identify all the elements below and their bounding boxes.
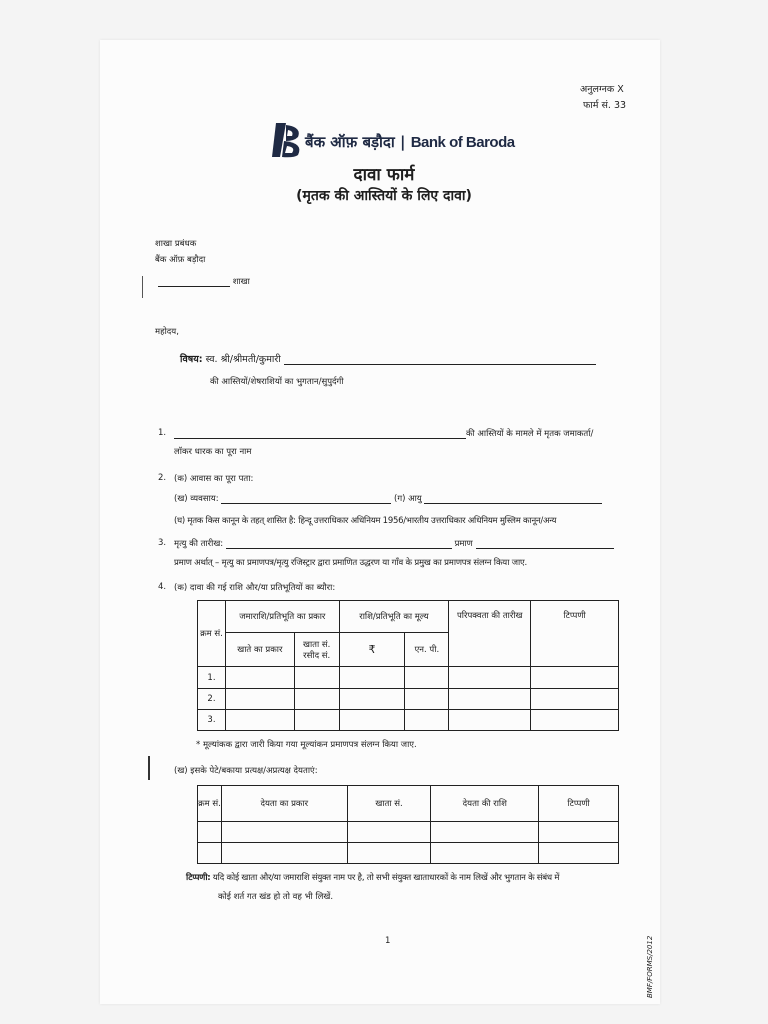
age-label: (ग) आयु (394, 494, 422, 504)
governing-law: (घ) मृतक किस कानून के तहत् शासित है: हिन्दू उत्तराधिकार अधिनियम 1956/भारतीय उत्तराधिकार अधिनियम मुस्लिम कानून/अन्य (174, 516, 557, 526)
claim-col-maturity: परिपक्वता की तारीख (449, 601, 531, 667)
subject-label: विषय: (180, 354, 203, 365)
form-number: फार्म सं. 33 (583, 100, 627, 111)
page-number: 1 (385, 936, 391, 946)
form-title: दावा फार्म (353, 165, 415, 185)
claim-col-account-type: खाते का प्रकार (225, 633, 294, 667)
joint-account-note (186, 872, 559, 883)
table-cell[interactable] (449, 709, 531, 730)
table-cell[interactable] (294, 688, 339, 709)
liab-col-remarks: टिप्पणी (539, 786, 619, 822)
logo-separator: | (400, 133, 406, 151)
occupation-row (174, 493, 602, 504)
bank-logo-icon (272, 121, 304, 159)
logo-hindi: बैंक ऑफ़ बड़ौदा (305, 133, 395, 151)
row-number: 1. (198, 667, 226, 688)
depositor-name-field[interactable] (174, 438, 466, 439)
death-date-field[interactable] (226, 548, 452, 549)
liabilities-table (197, 785, 619, 864)
item1-suffix: की आस्तियों के मामले में मृतक जमाकर्ता/ (466, 429, 594, 439)
death-date-label: मृत्यु की तारीख: (174, 539, 224, 549)
subject-prefix: स्व. श्री/श्रीमती/कुमारी (205, 354, 281, 365)
table-cell[interactable] (531, 688, 619, 709)
table-cell[interactable] (198, 843, 222, 864)
occupation-field[interactable] (221, 503, 391, 504)
claim-col-deposit-type: जमाराशि/प्रतिभूति का प्रकार (225, 601, 339, 633)
table-row (198, 822, 619, 843)
table-cell[interactable] (225, 709, 294, 730)
table-cell[interactable] (294, 709, 339, 730)
note-label: टिप्पणी: (186, 873, 211, 883)
liab-col-account-no: खाता सं. (347, 786, 431, 822)
table-cell[interactable] (405, 688, 449, 709)
subject-row (180, 352, 596, 365)
table-cell[interactable] (431, 843, 539, 864)
table-cell[interactable] (198, 822, 222, 843)
subject-line2: की आस्तियों/शेषराशियों का भुगतान/सुपुर्दगी (210, 377, 344, 387)
table-cell[interactable] (221, 822, 347, 843)
table-cell[interactable] (339, 709, 405, 730)
note-text-1: यदि कोई खाता और/या जमाराशि संयुक्त नाम पर है, तो सभी संयुक्त खाताधारकों के नाम लिखें और भुगतान के संबंध में (212, 873, 560, 883)
table-cell[interactable] (347, 843, 431, 864)
branch-row (158, 276, 250, 287)
item4-number: 4. (158, 582, 167, 592)
proof-label: प्रमाण (454, 539, 473, 549)
claim-col-value: राशि/प्रतिभूति का मूल्य (339, 601, 449, 633)
claim-table (197, 600, 619, 731)
table-cell[interactable] (294, 667, 339, 688)
item1-row (174, 428, 593, 439)
table-row (198, 667, 619, 688)
deceased-name-field[interactable] (284, 364, 596, 365)
table-cell[interactable] (405, 709, 449, 730)
note-text-2: कोई शर्त गत खंड हो तो वह भी लिखें. (218, 892, 334, 902)
liabilities-label: (ख) इसके पेटे/बकाया प्रत्यक्ष/अप्रत्यक्ष देयताएं: (174, 766, 318, 776)
table-cell[interactable] (449, 667, 531, 688)
item1-number: 1. (158, 428, 167, 438)
row-number: 2. (198, 688, 226, 709)
liab-col-type: देयता का प्रकार (221, 786, 347, 822)
liab-col-amount: देयता की राशि (431, 786, 539, 822)
table-cell[interactable] (225, 688, 294, 709)
address-manager: शाखा प्रबंधक (155, 239, 197, 249)
valuation-footnote: * मूल्यांकक द्वारा जारी किया गया मूल्यांकन प्रमाणपत्र संलग्न किया जाए. (196, 740, 417, 750)
proof-note: प्रमाण अर्थात् – मृत्यु का प्रमाणपत्र/मृत्यु रजिस्ट्रार द्वारा प्रमाणित उद्धरण या गाँव के प्रमुख का प्रमाणपत्र संलग्न किया जाए. (174, 558, 528, 568)
claim-col-remarks: टिप्पणी (531, 601, 619, 667)
table-cell[interactable] (449, 688, 531, 709)
death-date-row (174, 538, 614, 549)
address-label: (क) आवास का पूरा पता: (174, 474, 254, 484)
table-row (198, 709, 619, 730)
proof-field[interactable] (476, 548, 614, 549)
table-row (198, 688, 619, 709)
claim-col-np: एन. पी. (405, 633, 449, 667)
occupation-label: (ख) व्यवसाय: (174, 494, 219, 504)
table-row (198, 843, 619, 864)
table-cell[interactable] (225, 667, 294, 688)
row-number: 3. (198, 709, 226, 730)
scan-mark (142, 276, 143, 298)
annexure-label: अनुलग्नक X (580, 84, 624, 95)
form-code: BMF/FORMS/2012 (646, 935, 654, 998)
table-cell[interactable] (539, 822, 619, 843)
table-cell[interactable] (431, 822, 539, 843)
age-field[interactable] (424, 503, 602, 504)
scan-mark (148, 756, 150, 780)
table-cell[interactable] (347, 822, 431, 843)
item2-number: 2. (158, 473, 167, 483)
liab-col-sno: क्रम सं. (198, 786, 222, 822)
claim-col-rupee: ₹ (339, 633, 405, 667)
table-cell[interactable] (531, 709, 619, 730)
address-bank: बैंक ऑफ़ बड़ौदा (155, 255, 206, 265)
branch-label: शाखा (232, 277, 250, 287)
claim-details-label: (क) दावा की गई राशि और/या प्रतिभूतियों का ब्यौरा: (174, 583, 336, 593)
table-cell[interactable] (339, 667, 405, 688)
table-cell[interactable] (531, 667, 619, 688)
logo-english: Bank of Baroda (410, 134, 515, 151)
table-cell[interactable] (539, 843, 619, 864)
table-cell[interactable] (221, 843, 347, 864)
branch-field[interactable] (158, 286, 230, 287)
table-cell[interactable] (405, 667, 449, 688)
form-subtitle: (मृतक की आस्तियों के लिए दावा) (296, 188, 472, 204)
salutation: महोदय, (155, 327, 179, 337)
item3-number: 3. (158, 538, 167, 548)
table-cell[interactable] (339, 688, 405, 709)
item1-line2: लॉकर धारक का पूरा नाम (174, 447, 252, 457)
claim-col-account-no: खाता सं. रसीद सं. (294, 633, 339, 667)
claim-col-sno: क्रम सं. (198, 601, 226, 667)
